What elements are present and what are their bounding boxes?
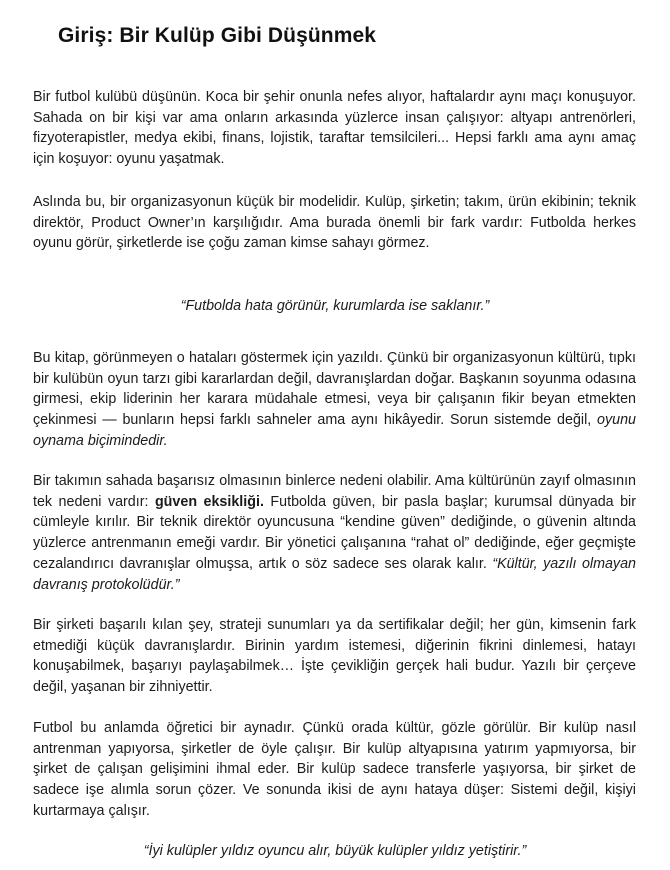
paragraph-4-text-start: Bir takımın sahada başarısız olmasının binlerce nedeni olabilir. Ama kültürünün zayıf olmasının tek nedeni vardır: bbox=[33, 473, 636, 510]
paragraph-6: Futbol bu anlamda öğretici bir aynadır. Çünkü orada kültür, gözle görülür. Bir kulüp nasıl antrenman yapıyorsa, şirketler de öyle çalışır. Bir kulüp altyapısına yatırım yapmıyorsa, bir şirket de çalışan gelişimini ihmal eder. Bir kulüp sadece transferle yaşıyorsa, bir şirket de sadece işe alımla sorun çözer. Ve sonunda ikisi de aynı hataya düşer: Sistemi değil, kişiyi kurtarmaya çalışır. bbox=[33, 720, 636, 819]
paragraph-4-bold: güven eksikliği. bbox=[154, 493, 264, 510]
paragraph-3-text: Bu kitap, görünmeyen o hataları göstermek için yazıldı. Çünkü bir organizasyonun kültürü, tıpkı bir kulübün oyun tarzı gibi kararlardan değil, davranışlardan doğar. Başkanın soyunma odasına girmesi, ekip liderinin her karara müdahale etmesi, veya bir çalışanın fikir beyan etmekten çekinmesi — bunların hepsi farklı sahneler ama aynı hikâyedir. Sorun sistemde değil, bbox=[33, 350, 636, 429]
page-title: Giriş: Bir Kulüp Gibi Düşünmek bbox=[58, 24, 377, 47]
pull-quote-1: “Futbolda hata görünür, kurumlarda ise saklanır.” bbox=[180, 298, 490, 314]
paragraph-4-emphasis: “Kültür, yazılı olmayan davranış protokolüdür.” bbox=[33, 555, 636, 593]
paragraph-4 bbox=[33, 471, 636, 595]
paragraph-2: Aslında bu, bir organizasyonun küçük bir modelidir. Kulüp, şirketin; takım, ürün ekibinin; teknik direktör, Product Owner’ın karşılığıdır. Ama burada önemli bir fark vardır: Futbolda herkes oyunu görür, şirketlerde ise çoğu zaman kimse sahayı görmez. bbox=[33, 194, 636, 252]
paragraph-1: Bir futbol kulübü düşünün. Koca bir şehir onunla nefes alıyor, haftalardır aynı maçı konuşuyor. Sahada on bir kişi var ama onların arkasında yüzlerce insan çalışıyor: altyapı antrenörleri, fizyoterapistler, medya ekibi, finans, lojistik, taraftar temsilcileri... Hepsi farklı ama aynı amaç için koşuyor: oyunu yaşatmak. bbox=[33, 89, 636, 168]
paragraph-3 bbox=[33, 348, 636, 452]
paragraph-3-emphasis: oyunu oynama biçimindedir. bbox=[33, 412, 636, 449]
paragraph-4-text-mid: Futbolda güven, bir pasla başlar; kurumsal dünyada bir cümleyle kırılır. Bir teknik direktör oyuncusuna “kendine güven” dediğinde, o güvenin altında yüzlerce antrenmanın emeği vardır. Bir yönetici çalışanına “rahat ol” dediğinde, eğer geçmişte cezalandırıcı davranışlar olmuşsa, artık o söz sadece ses olarak kalır. bbox=[33, 493, 636, 572]
paragraph-5: Bir şirketi başarılı kılan şey, strateji sunumları ya da sertifikalar değil; her gün, kimsenin fark etmediği küçük davranışlardır. Birinin yardım istemesi, diğerinin fikrini dinlemesi, hatayı konuşabilmek, başarıyı paylaşabilmek… İşte çevikliğin gerçek hali budur. Yazılı bir çerçeve değil, yaşanan bir zihniyettir. bbox=[33, 617, 636, 696]
pull-quote-2: “İyi kulüpler yıldız oyuncu alır, büyük kulüpler yıldız yetiştirir.” bbox=[143, 843, 527, 859]
